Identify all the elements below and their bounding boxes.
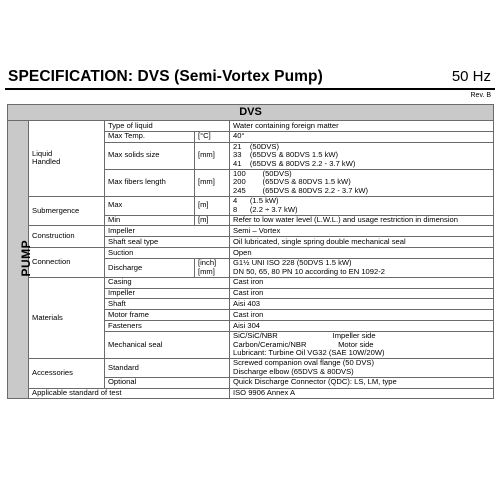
- row-label: Applicable standard of test: [29, 388, 230, 399]
- table-row: [8, 226, 494, 237]
- row-value: Oil lubricated, single spring double mechanical seal: [230, 237, 494, 248]
- row-label: Max solids size: [105, 142, 195, 169]
- table-heading-row: [8, 105, 494, 121]
- row-label: Optional: [105, 377, 230, 388]
- group-materials: Materials: [29, 277, 105, 358]
- row-label: Discharge: [105, 258, 195, 277]
- row-value: 40°: [230, 131, 494, 142]
- pump-side-label: PUMP: [8, 121, 29, 399]
- group-construction: Construction: [29, 226, 105, 248]
- table-row: [8, 121, 494, 132]
- row-value: SiC/SiC/NBR Impeller side Carbon/Ceramic/NBR Motor side Lubricant: Turbine Oil VG32 (SAE 10W/20W): [230, 331, 494, 358]
- row-label: Suction: [105, 247, 230, 258]
- row-value: Refer to low water level (L.W.L.) and usage restriction in dimension: [230, 215, 494, 226]
- row-unit: [m]: [195, 215, 230, 226]
- row-unit: [m]: [195, 196, 230, 215]
- row-value: Aisi 304: [230, 320, 494, 331]
- page-title: SPECIFICATION: DVS (Semi-Vortex Pump): [8, 68, 323, 85]
- row-value: 4 (1.5 kW) 8 (2.2 ÷ 3.7 kW): [230, 196, 494, 215]
- row-value: 100 (50DVS) 200 (65DVS & 80DVS 1.5 kW) 245 (65DVS & 80DVS 2.2 - 3.7 kW): [230, 169, 494, 196]
- row-value: 21 (50DVS) 33 (65DVS & 80DVS 1.5 kW) 41 (65DVS & 80DVS 2.2 - 3.7 kW): [230, 142, 494, 169]
- row-value: ISO 9906 Annex A: [230, 388, 494, 399]
- table-row: [8, 388, 494, 399]
- group-accessories: Accessories: [29, 358, 105, 388]
- row-unit: [°C]: [195, 131, 230, 142]
- row-value: Quick Discharge Connector (QDC): LS, LM, type: [230, 377, 494, 388]
- row-value: Cast iron: [230, 288, 494, 299]
- row-value: G1½ UNI ISO 228 (50DVS 1.5 kW) DN 50, 65, 80 PN 10 according to EN 1092-2: [230, 258, 494, 277]
- row-value: Open: [230, 247, 494, 258]
- group-submergence: Submergence: [29, 196, 105, 226]
- row-label: Type of liquid: [105, 121, 230, 132]
- row-label: Shaft: [105, 299, 230, 310]
- row-unit: [inch] [mm]: [195, 258, 230, 277]
- table-row: [8, 277, 494, 288]
- row-label: Impeller: [105, 226, 230, 237]
- table-row: [8, 358, 494, 377]
- title-divider: [5, 88, 495, 90]
- row-label: Max Temp.: [105, 131, 195, 142]
- row-label: Impeller: [105, 288, 230, 299]
- frequency-label: 50 Hz: [451, 68, 491, 85]
- table-heading: DVS: [8, 105, 494, 121]
- row-label: Max fibers length: [105, 169, 195, 196]
- specification-table: [7, 104, 494, 399]
- row-label: Max: [105, 196, 195, 215]
- row-label: Fasteners: [105, 320, 230, 331]
- row-label: Min: [105, 215, 195, 226]
- row-value: Aisi 403: [230, 299, 494, 310]
- row-label: Mechanical seal: [105, 331, 230, 358]
- row-label: Casing: [105, 277, 230, 288]
- group-liquid-handled: Liquid Handled: [29, 121, 105, 197]
- row-label: Standard: [105, 358, 230, 377]
- revision-label: Rev. B: [470, 92, 491, 99]
- table-row: [8, 247, 494, 258]
- row-value: Semi – Vortex: [230, 226, 494, 237]
- row-value: Cast iron: [230, 277, 494, 288]
- row-value: Cast iron: [230, 310, 494, 321]
- row-unit: [mm]: [195, 169, 230, 196]
- row-label: Shaft seal type: [105, 237, 230, 248]
- table-row: [8, 196, 494, 215]
- row-unit: [mm]: [195, 142, 230, 169]
- group-connection: Connection: [29, 247, 105, 277]
- row-value: Water containing foreign matter: [230, 121, 494, 132]
- row-label: Motor frame: [105, 310, 230, 321]
- row-value: Screwed companion oval flange (50 DVS) Discharge elbow (65DVS & 80DVS): [230, 358, 494, 377]
